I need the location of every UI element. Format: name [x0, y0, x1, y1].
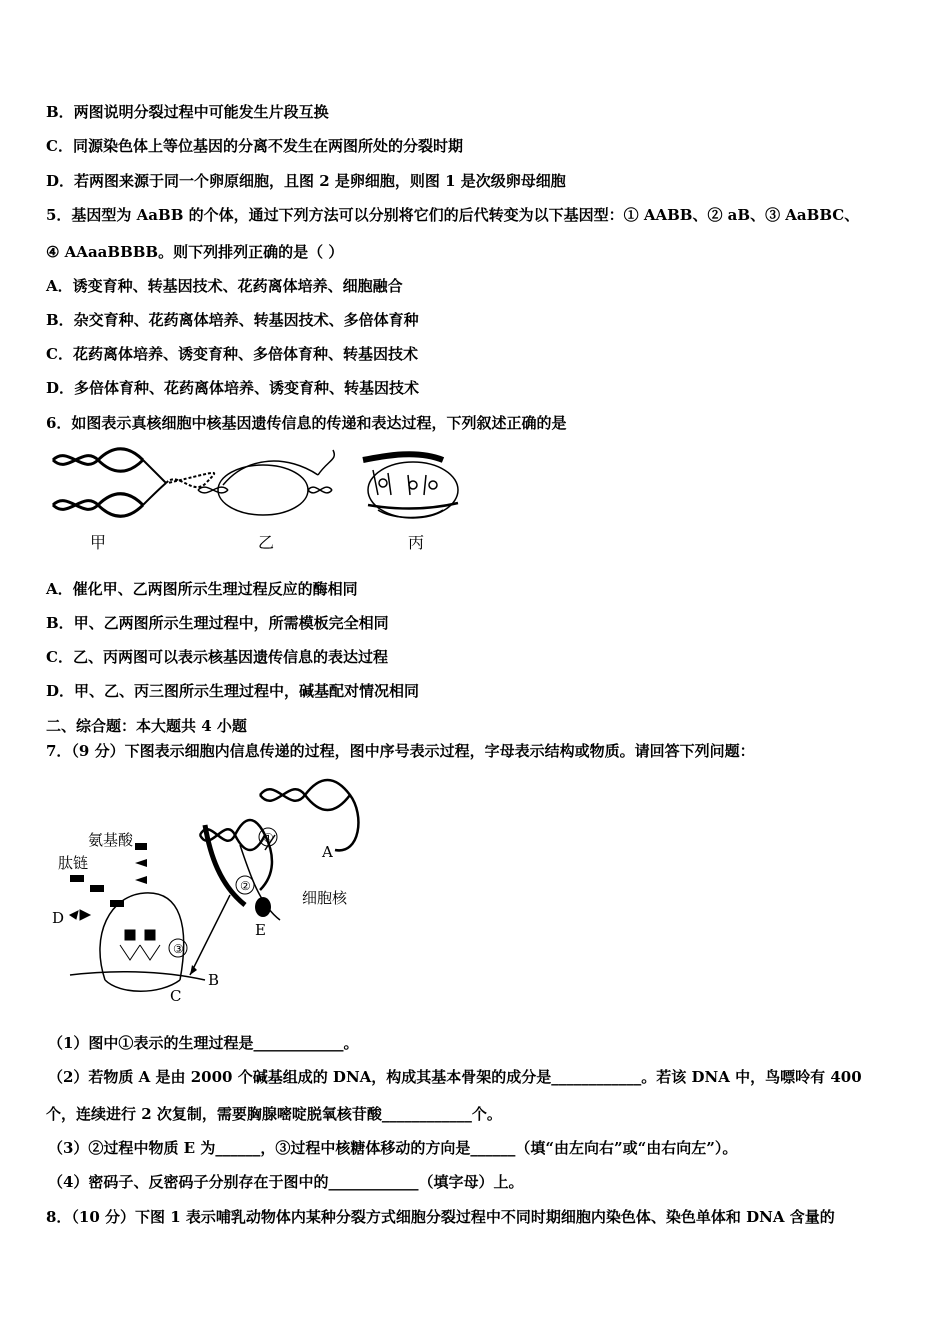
q7-enzyme-e [255, 897, 271, 917]
q5-option-b: B．杂交育种、花药离体培养、转基因技术、多倍体育种 [46, 311, 419, 329]
q7-arrow-to-ribosome [190, 895, 230, 975]
q7-label-e: E [255, 921, 266, 939]
q7-label-circle1: ① [263, 831, 274, 845]
q7-peptide-chain [70, 843, 147, 907]
q4-option-c: C．同源染色体上等位基因的分离不发生在两图所处的分裂时期 [46, 137, 463, 155]
q6-option-d: D．甲、乙、丙三图所示生理过程中，碱基配对情况相同 [46, 682, 420, 700]
q7-label-peptide: 肽链 [58, 854, 89, 872]
q7-label-amino-acid: 氨基酸 [88, 831, 134, 849]
section-heading: 二、综合题：本大题共 4 小题 [46, 717, 247, 735]
q5-option-a: A．诱变育种、转基因技术、花药离体培养、细胞融合 [46, 277, 403, 295]
q7-label-c: C [170, 987, 182, 1005]
q7-label-circle3: ③ [173, 942, 184, 956]
figure-jia-replication-helix [53, 449, 214, 517]
q6-option-a: A．催化甲、乙两图所示生理过程反应的酶相同 [46, 580, 358, 598]
q4-option-d: D．若两图来源于同一个卵原细胞，且图 2 是卵细胞，则图 1 是次级卵母细胞 [46, 172, 566, 190]
fig-label-jia: 甲 [90, 533, 107, 552]
q6-option-c: C．乙、丙两图可以表示核基因遗传信息的表达过程 [46, 648, 388, 666]
q8-stem: 8．（10 分）下图 1 表示哺乳动物体内某种分裂方式细胞分裂过程中不同时期细胞内染色体、染色单体和 DNA 含量的 [46, 1208, 835, 1226]
q7-sub1: （1）图中①表示的生理过程是____________。 [48, 1034, 359, 1052]
q7-trna [70, 910, 160, 960]
q7-label-d: D [52, 909, 65, 927]
q5-option-c: C．花药离体培养、诱变育种、多倍体育种、转基因技术 [46, 345, 418, 363]
q7-sub2-line1: （2）若物质 A 是由 2000 个碱基组成的 DNA，构成其基本骨架的成分是____________。若该 DNA 中，鸟嘌呤有 400 [48, 1068, 862, 1086]
fig-label-bing: 丙 [408, 533, 425, 552]
q5-option-d: D．多倍体育种、花药离体培养、诱变育种、转基因技术 [46, 379, 420, 397]
figure-bing-translation [363, 454, 458, 518]
q7-label-circle2: ② [240, 879, 251, 893]
q7-stem: 7．（9 分）下图表示细胞内信息传递的过程，图中序号表示过程，字母表示结构或物质。请回答下列问题： [46, 742, 755, 760]
q4-option-b: B．两图说明分裂过程中可能发生片段互换 [46, 103, 329, 121]
q7-figure [50, 775, 370, 1015]
q5-stem-line2: ④ AAaaBBBB。则下列排列正确的是（ ） [46, 243, 344, 261]
q7-label-nucleus: 细胞核 [302, 889, 348, 907]
q6-stem: 6．如图表示真核细胞中核基因遗传信息的传递和表达过程，下列叙述正确的是 [46, 414, 567, 432]
fig-label-yi: 乙 [258, 533, 275, 552]
figure-yi-transcription [198, 450, 334, 515]
q7-label-a: A [322, 843, 333, 861]
q7-sub3: （3）②过程中物质 E 为______，③过程中核糖体移动的方向是______（填“由左向右”或“由右向左”）。 [48, 1139, 738, 1157]
q7-mrna-strand [205, 825, 245, 905]
q5-stem-line1: 5．基因型为 AaBB 的个体，通过下列方法可以分别将它们的后代转变为以下基因型：① AABB、② aB、③ AaBBC、 [46, 206, 860, 224]
q7-label-b: B [208, 971, 220, 989]
q7-sub2-line2: 个，连续进行 2 次复制，需要胸腺嘧啶脱氧核苷酸____________个。 [46, 1105, 502, 1123]
q7-sub4: （4）密码子、反密码子分别存在于图中的____________（填字母）上。 [48, 1173, 524, 1191]
q6-option-b: B．甲、乙两图所示生理过程中，所需模板完全相同 [46, 614, 389, 632]
